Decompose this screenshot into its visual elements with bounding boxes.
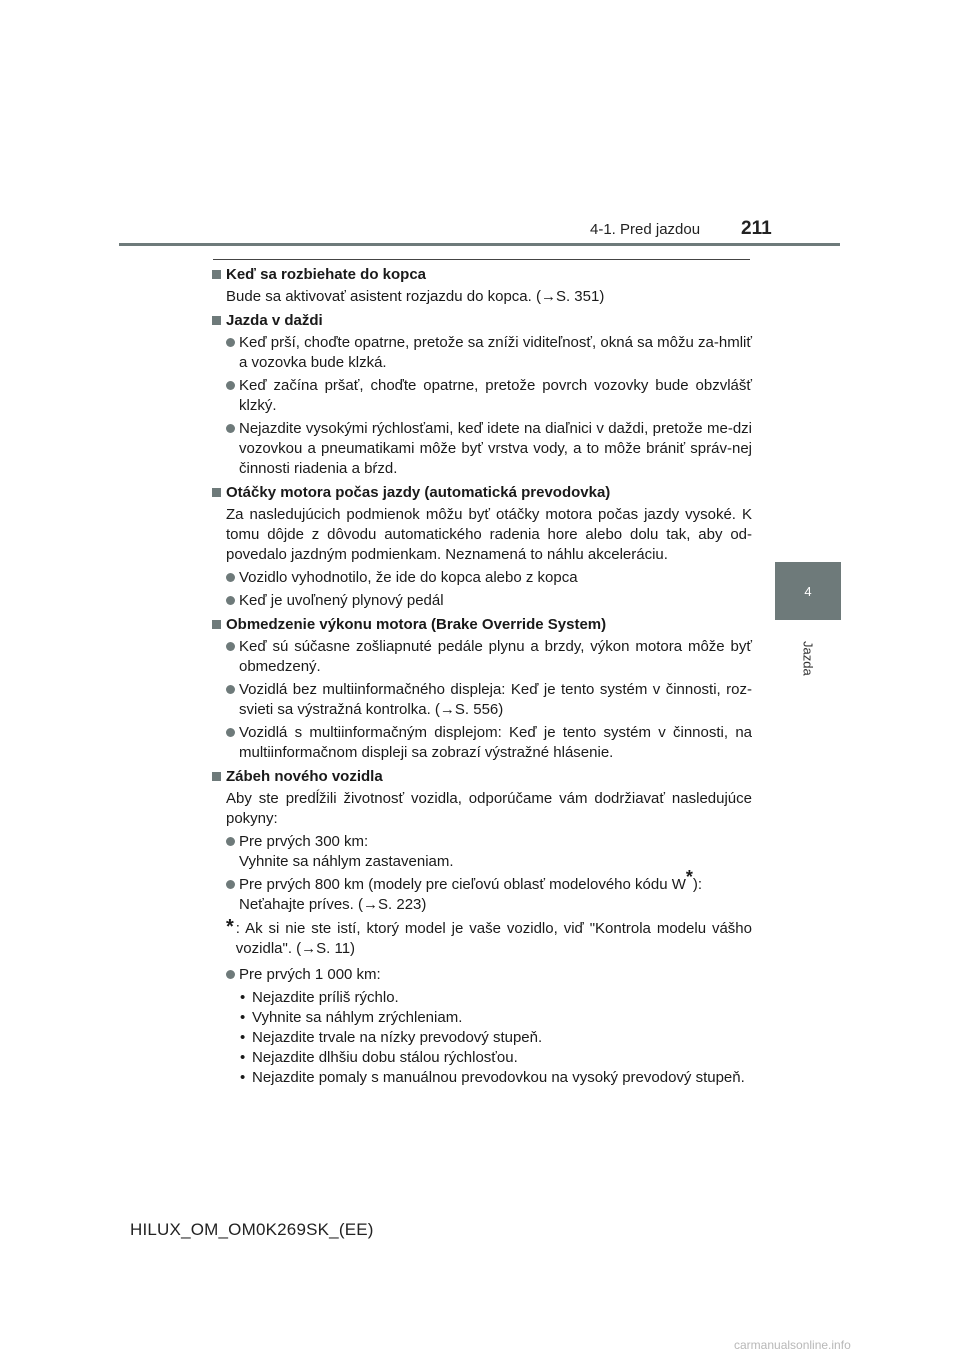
sub-list-item: • Nejazdite pomaly s manuálnou prevodovkou na vysoký prevodový stupeň. bbox=[240, 1069, 745, 1086]
page-number: 211 bbox=[741, 218, 772, 239]
bullet-dot-icon bbox=[226, 837, 235, 846]
list-item: Keď sú súčasne zošliapnuté pedále plynu a brzdy, výkon motora môže byť obmedzený. bbox=[226, 637, 752, 677]
bullet-dot-icon bbox=[226, 596, 235, 605]
footnote: * : Ak si nie ste istí, ktorý model je vaše vozidlo, viď "Kontrola modelu vášho vozidla". (→S. 11) bbox=[226, 916, 752, 957]
section-paragraph: Za nasledujúcich podmienok môžu byť otáčky motora počas jazdy vysoké. K tomu dôjde z dôvodu automatického radenia hore alebo dolu tak, aby od-povedalo jazdným podmienkam. Neznamená to náhlu akceleráciu. bbox=[226, 506, 752, 563]
bullet-dot-icon bbox=[226, 381, 235, 390]
list-item: Vozidlá bez multiinformačného displeja: Keď je tento systém v činnosti, roz-svieti sa výstražná kontrolka. (→S. 556) bbox=[226, 680, 752, 720]
list-item: Nejazdite vysokými rýchlosťami, keď idete na diaľnici v daždi, pretože me-dzi vozovkou a pneumatikami môže byť vrstva vody, a to môže brániť správ-nej činnosti riadenia a bŕzd. bbox=[226, 419, 752, 479]
bullet-dot-icon bbox=[226, 573, 235, 582]
section-square-icon bbox=[212, 772, 221, 781]
list-item: Vozidlá s multiinformačným displejom: Keď je tento systém v činnosti, na multiinformačnom displeji sa zobrazí výstražné hlásenie. bbox=[226, 723, 752, 763]
section-break-in bbox=[210, 767, 752, 1088]
section-heading: Jazda v daždi bbox=[226, 312, 323, 329]
chapter-label: Jazda bbox=[800, 640, 816, 676]
section-square-icon bbox=[212, 488, 221, 497]
section-square-icon bbox=[212, 270, 221, 279]
section-paragraph: Aby ste predĺžili životnosť vozidla, odporúčame vám dodržiavať nasledujúce pokyny: bbox=[226, 790, 752, 827]
section-heading: Otáčky motora počas jazdy (automatická prevodovka) bbox=[226, 484, 611, 501]
document-code: HILUX_OM_OM0K269SK_(EE) bbox=[130, 1220, 374, 1239]
list-item: Keď prší, choďte opatrne, pretože sa zníži viditeľnosť, okná sa môžu za-hmliť a vozovka bude klzká. bbox=[226, 333, 752, 373]
page-content bbox=[210, 265, 752, 1092]
watermark: carmanualsonline.info bbox=[734, 1338, 851, 1352]
section-square-icon bbox=[212, 316, 221, 325]
bullet-dot-icon bbox=[226, 685, 235, 694]
list-item: Pre prvých 800 km (modely pre cieľovú oblasť modelového kódu W*): Neťahajte príves. (→S. 223) bbox=[226, 875, 752, 915]
bullet-dot-icon bbox=[226, 880, 235, 889]
section-rain bbox=[210, 311, 752, 479]
section-heading: Zábeh nového vozidla bbox=[226, 768, 383, 785]
header-rule bbox=[119, 243, 840, 246]
section-heading: Keď sa rozbiehate do kopca bbox=[226, 266, 427, 283]
bullet-dot-icon bbox=[226, 424, 235, 433]
list-item: Pre prvých 1 000 km: bbox=[226, 965, 752, 985]
bullet-dot-icon bbox=[226, 338, 235, 347]
sub-list-item: • Nejazdite trvale na nízky prevodový stupeň. bbox=[240, 1029, 543, 1046]
section-title: 4-1. Pred jazdou bbox=[590, 221, 701, 238]
section-brake-override bbox=[210, 615, 752, 763]
sub-list-item: • Nejazdite dlhšiu dobu stálou rýchlosťou. bbox=[240, 1049, 518, 1066]
section-heading: Obmedzenie výkonu motora (Brake Override System) bbox=[226, 616, 607, 633]
list-item: Vozidlo vyhodnotilo, že ide do kopca alebo z kopca bbox=[226, 568, 752, 588]
sub-list bbox=[240, 988, 752, 1088]
footnote-marker: * bbox=[685, 867, 693, 887]
content-rule bbox=[213, 259, 750, 260]
chapter-number: 4 bbox=[804, 583, 812, 599]
section-hill-start bbox=[210, 265, 752, 307]
bullet-dot-icon bbox=[226, 642, 235, 651]
list-item: Keď začína pršať, choďte opatrne, pretože povrch vozovky bude obzvlášť klzký. bbox=[226, 376, 752, 416]
footnote-star: * bbox=[226, 916, 234, 938]
chapter-tab[interactable] bbox=[775, 562, 841, 620]
section-engine-speed bbox=[210, 483, 752, 611]
bullet-dot-icon bbox=[226, 728, 235, 737]
sub-list-item: • Vyhnite sa náhlym zrýchleniam. bbox=[240, 1009, 463, 1026]
list-item: Keď je uvoľnený plynový pedál bbox=[226, 591, 752, 611]
bullet-dot-icon bbox=[226, 970, 235, 979]
section-square-icon bbox=[212, 620, 221, 629]
section-paragraph: Bude sa aktivovať asistent rozjazdu do kopca. (→S. 351) bbox=[226, 288, 605, 305]
sub-list-item: • Nejazdite príliš rýchlo. bbox=[240, 989, 399, 1006]
list-item: Pre prvých 300 km: Vyhnite sa náhlym zastaveniam. bbox=[226, 832, 752, 872]
